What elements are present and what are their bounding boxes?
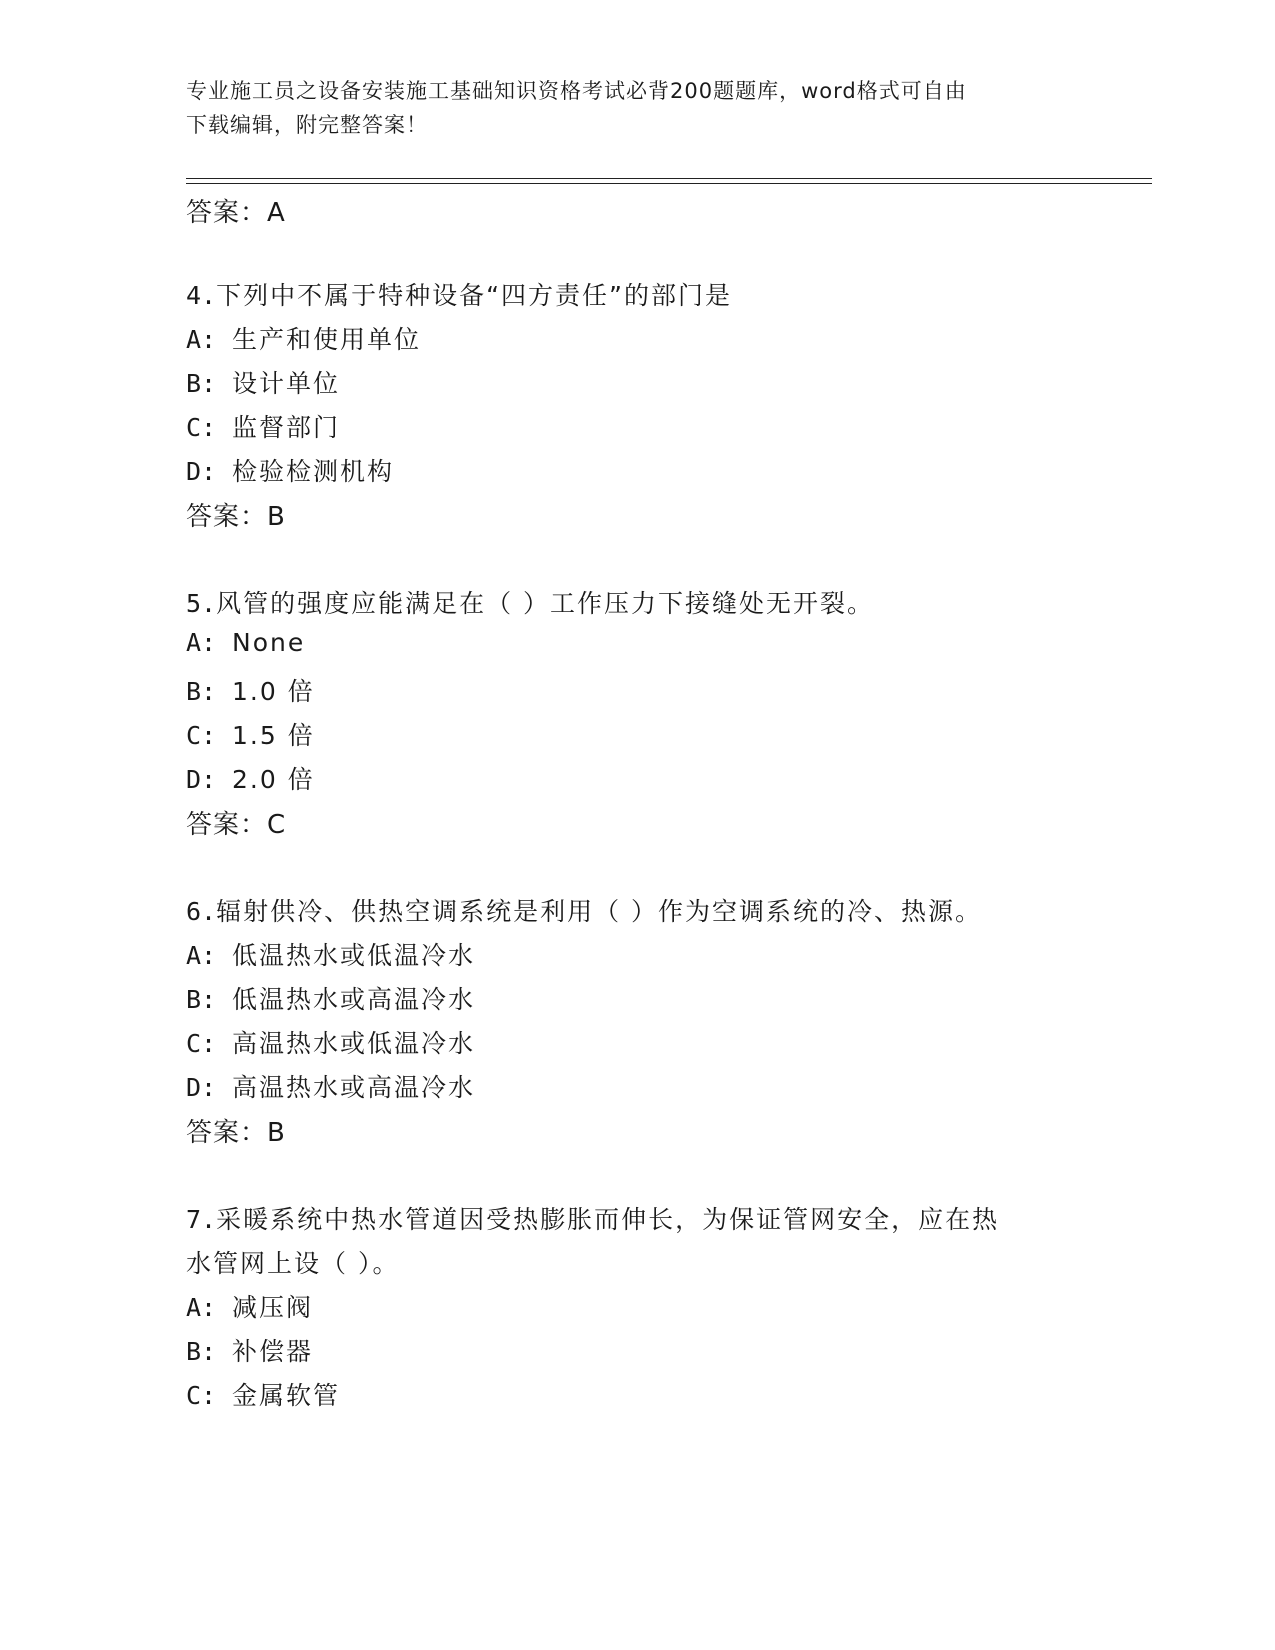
question-number: 4. [186,281,217,310]
option-text: 1.5 倍 [232,721,315,750]
option-text: 设计单位 [232,369,341,398]
option-4a [186,320,1066,356]
option-5b [186,672,1066,708]
answer-q4: 答案：B [186,502,286,532]
question-text: 辐射供冷、供热空调系统是利用（ ）作为空调系统的冷、热源。 [216,897,983,926]
option-6d [186,1068,1066,1104]
option-7c [186,1376,1066,1412]
option-text: 检验检测机构 [232,457,395,486]
option-4d [186,452,1066,488]
question-number: 6. [186,897,217,926]
question-5 [186,584,1066,620]
option-letter: B: [186,677,217,706]
option-text: 补偿器 [232,1337,314,1366]
question-7-continuation [186,1244,1066,1280]
header-line-2: 下载编辑，附完整答案！ [186,113,428,137]
option-letter: A: [186,941,217,970]
option-text: 2.0 倍 [232,765,315,794]
option-6a [186,936,1066,972]
option-letter: B: [186,985,217,1014]
option-4b [186,364,1066,400]
question-text-line-2: 水管网上设（ ）。 [186,1249,400,1278]
option-5c [186,716,1066,752]
option-text: 减压阀 [232,1293,314,1322]
header-line-1: 专业施工员之设备安装施工基础知识资格考试必背200题题库，word格式可自由 [186,79,967,103]
document-header [186,74,1066,142]
answer-q3: 答案：A [186,198,286,228]
option-text: 1.0 倍 [232,677,315,706]
option-7a [186,1288,1066,1324]
question-4 [186,276,1066,312]
option-letter: C: [186,1029,217,1058]
option-letter: A: [186,1293,217,1322]
question-number: 5. [186,589,217,618]
option-letter: D: [186,457,217,486]
option-7b [186,1332,1066,1368]
option-6c [186,1024,1066,1060]
option-letter: A: [186,628,217,657]
option-4c [186,408,1066,444]
option-letter: B: [186,369,217,398]
question-number: 7. [186,1205,217,1234]
option-5d [186,760,1066,796]
option-text: 监督部门 [232,413,341,442]
option-letter: C: [186,1381,217,1410]
option-letter: C: [186,413,217,442]
question-6 [186,892,1066,928]
option-letter: C: [186,721,217,750]
question-text-line-1: 采暖系统中热水管道因受热膨胀而伸长，为保证管网安全，应在热 [216,1205,1000,1234]
option-text: 高温热水或高温冷水 [232,1073,476,1102]
option-letter: A: [186,325,217,354]
answer-q5: 答案：C [186,810,287,840]
option-text: 高温热水或低温冷水 [232,1029,476,1058]
answer-q6: 答案：B [186,1118,286,1148]
option-text: 金属软管 [232,1381,341,1410]
question-text: 风管的强度应能满足在（ ）工作压力下接缝处无开裂。 [216,589,875,618]
question-7 [186,1200,1066,1236]
option-5a [186,628,1066,657]
option-text: 生产和使用单位 [232,325,422,354]
option-text: 低温热水或低温冷水 [232,941,476,970]
question-text: 下列中不属于特种设备“四方责任”的部门是 [216,281,733,310]
option-text: None [232,628,306,657]
option-text: 低温热水或高温冷水 [232,985,476,1014]
header-divider [186,178,1152,184]
option-letter: D: [186,765,217,794]
option-6b [186,980,1066,1016]
option-letter: B: [186,1337,217,1366]
option-letter: D: [186,1073,217,1102]
